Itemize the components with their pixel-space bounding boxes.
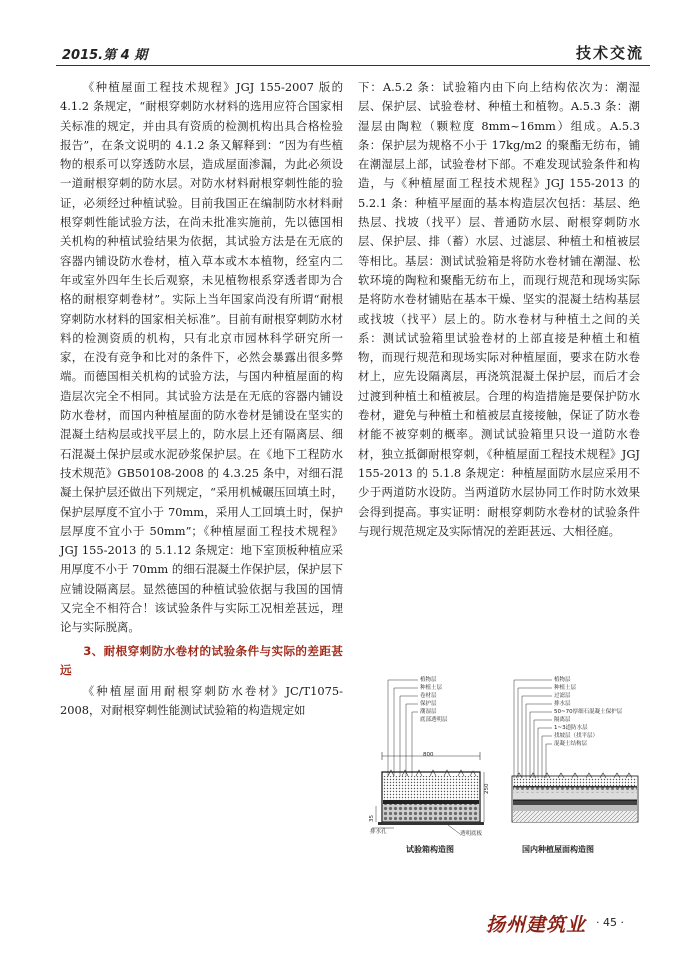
page-header — [0, 0, 700, 72]
figure-caption: 国内种植屋面构造图 — [522, 845, 594, 854]
section-title: 技术交流 — [575, 44, 644, 62]
legend-item: 保护层 — [420, 701, 437, 707]
body-paragraph: 《种植屋面工程技术规程》JGJ 155-2007 版的 4.1.2 条规定，“耐根穿刺防水材料的选用应符合国家相关标准的规定，并由具有资质的检测机构出具合格检验报告”，在条文说明的 4.1.2 条又解释到：“因为有些植物的根系可以穿透防水层，造成屋面渗漏，为此必须设一道耐根穿刺的防水层。对防水材料耐根穿刺性能的验证，必须经过种植试验。目前我国正在编制防水材料耐根穿刺性能试验方法，在尚未批准实施前，先以德国相关机构的种植试验结果为依据，其试验方法是在无底的容器内铺设防水卷材，植入草本或木本植物，经室内二年或室外四年生长后观察，未见植物根系穿透者即为合格的耐根穿刺卷材”。实际上当年国家尚没有所谓“耐根穿刺防水材料的国家相关标准”。目前有耐根穿刺防水材料的检测资质的机构，只有北京市园林科学研究所一家，在没有竞争和比对的条件下，必然会暴露出很多弊端。而德国相关机构的试验方法，与国内种植屋面的构造层次完全不相同。其试验方法是在无底的容器内铺设防水卷材，而国内种植屋面的防水卷材是铺设在坚实的混凝土结构层或找平层上的，防水层上还有隔离层、细石混凝土保护层或水泥砂浆保护层。在《地下工程防水技术规范》GB50108-2008 的 4.3.25 条中，对细石混凝土保护层还做出下列规定，“采用机械碾压回填土时，保护层厚度不宜小于 70mm，采用人工回填土时，保护层厚度不宜小于 50mm”；《种植屋面工程技术规程》JGJ 155-2013 的 5.1.12 条规定：地下室顶板种植应采用厚度不小于 70mm 的细石混凝土作保护层，保护层下应铺设隔离层。显然德国的种植试验依据与我国的国情又完全不相符合！该试验条件与实际工况相差甚远，理论与实际脱离。 — [60, 80, 343, 635]
figure-caption: 试验箱构造图 — [406, 845, 454, 854]
legend-item: 底部透明层 — [420, 717, 448, 723]
bottom-label-base: 透明底板 — [460, 831, 483, 837]
legend-item: 找坡层（找平层） — [554, 733, 599, 739]
body-paragraph: 《种植屋面用耐根穿刺防水卷材》JC/T1075-2008，对耐根穿刺性能测试试验箱的构造规定如 — [60, 683, 343, 717]
dimension-width: 800 — [423, 752, 434, 758]
legend-item: 过滤层 — [554, 693, 571, 699]
legend-item: 隔离层 — [554, 717, 571, 723]
legend-item: 50~70厚细石混凝土保护层 — [554, 709, 623, 715]
bottom-label-drain: 排水孔 — [370, 829, 387, 835]
legend-item: 1~3道防水层 — [554, 725, 588, 731]
header-rule — [56, 65, 650, 66]
issue-number: 2015.第 4 期 — [62, 48, 148, 63]
right-column — [358, 78, 640, 541]
legend-item: 种植土层 — [554, 685, 577, 691]
journal-logo: 扬州建筑业 — [486, 914, 587, 936]
legend-item: 潮湿层 — [420, 709, 437, 715]
left-column — [60, 78, 343, 720]
legend-item: 植物层 — [554, 677, 571, 683]
legend-item: 排水层 — [554, 701, 571, 707]
roof-construction-figure — [510, 676, 640, 856]
legend-item: 植物层 — [420, 677, 437, 683]
dimension-height: 250 — [484, 783, 490, 794]
legend-item: 种植土层 — [420, 685, 443, 691]
page-footer — [0, 900, 700, 956]
dimension-base: 35 — [369, 815, 375, 822]
legend-item: 混凝土结构层 — [554, 741, 588, 747]
body-paragraph: 下：A.5.2 条：试验箱内由下向上结构依次为：潮湿层、保护层、试验卷材、种植土和植物。A.5.3 条：潮湿层由陶粒（颗粒度 8mm~16mm）组成。A.5.3 条：保护层为规格不小于 17kg/m2 的聚酯无纺布，铺在潮湿层上部，试验卷材下部。不难发现试验条件和构造，与《种植屋面工程技术规程》JGJ 155-2013 的 5.2.1 条：种植平屋面的基本构造层次包括：基层、绝热层、找坡（找平）层、普通防水层、耐根穿刺防水层、保护层、排（蓄）水层、过滤层、种植土和植被层等相比。基层：测试试验箱是将防水卷材铺在潮湿、松软环境的陶粒和聚酯无纺布上，而现行规范和现场实际是将防水卷材铺贴在基本干燥、坚实的混凝土结构基层或找坡（找平）层上的。防水卷材与种植土之间的关系：测试试验箱里试验卷材的上部直接是种植土和植物，而现行规范和现场实际对种植屋面，要求在防水卷材上，应先设隔离层，再浇筑混凝土保护层，而后才会过渡到种植土和植被层。合理的构造措施是要保护防水卷材，避免与种植土和植被层直接接触，保证了防水卷材能不被穿刺的概率。测试试验箱里只设一道防水卷材，独立抵御耐根穿刺，《种植屋面工程技术规程》JGJ 155-2013 的 5.1.8 条规定：种植屋面防水层应采用不少于两道防水设防。当两道防水层协同工作时防水效果会得到提高。事实证明：耐根穿刺防水卷材的试验条件与现行规范规定及实际情况的差距甚远、大相径庭。 — [358, 80, 640, 538]
roof-construction-drawing — [510, 676, 640, 841]
section-heading: 3、耐根穿刺防水卷材的试验条件与实际的差距甚远 — [60, 643, 343, 677]
test-box-figure — [368, 676, 492, 856]
legend-item: 卷材层 — [420, 693, 437, 699]
page-number: · 45 · — [596, 916, 624, 929]
